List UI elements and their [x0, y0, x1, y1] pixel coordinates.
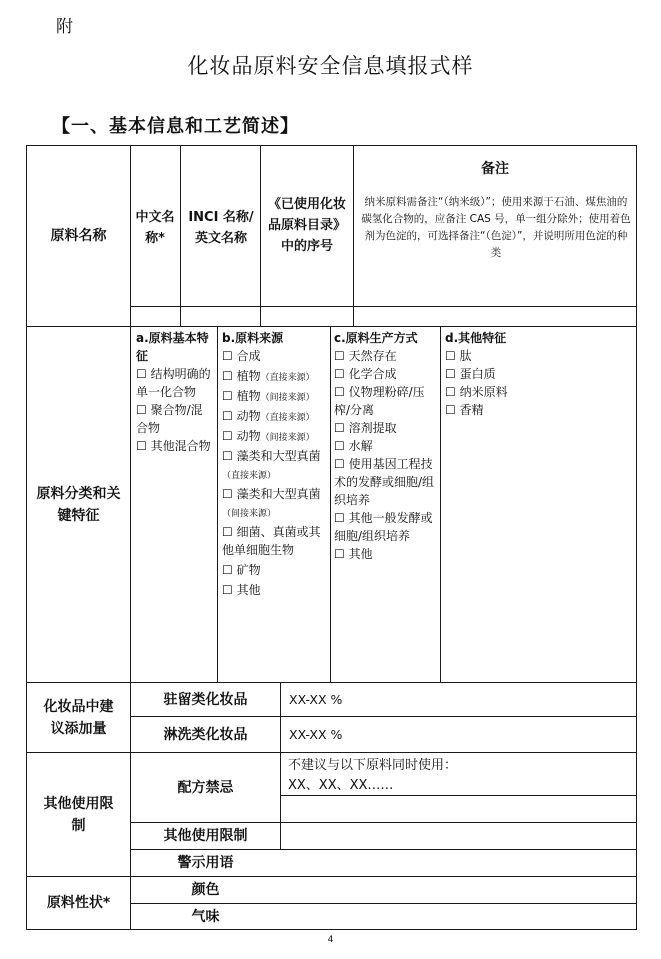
table-line	[217, 326, 218, 683]
checkbox-option[interactable]: ☐ 矿物	[222, 563, 261, 577]
table-border-right	[636, 145, 637, 930]
checkbox-option[interactable]: ☐ 合成	[222, 349, 261, 363]
checkbox-option[interactable]: ☐ 植物（间接来源）	[222, 389, 315, 403]
group-title: d.其他特征	[445, 331, 507, 345]
odor-label: 气味	[191, 908, 220, 925]
checkbox-option[interactable]: ☐ 香精	[445, 403, 484, 417]
checkbox-option[interactable]: ☐ 植物（直接来源）	[222, 369, 315, 383]
checkbox-option[interactable]: ☐ 使用基因工程技术的发酵或细胞/组织培养	[334, 457, 435, 507]
leave-on-value[interactable]: XX-XX %	[289, 692, 343, 707]
classification-label: 原料分类和关键特征	[36, 485, 121, 524]
table-border-bottom	[26, 929, 636, 930]
checkbox-option[interactable]: ☐ 仪物理粉碎/压榨/分离	[334, 385, 425, 417]
chinese-name-header: 中文名称*	[135, 209, 175, 246]
checkbox-option[interactable]: ☐ 其他	[334, 547, 373, 561]
group-title: b.原料来源	[222, 331, 284, 345]
checkbox-option[interactable]: ☐ 肽	[445, 349, 472, 363]
remarks-header: 备注	[481, 161, 509, 177]
checkbox-option[interactable]: ☐ 其他一般发酵或细胞/组织培养	[334, 511, 433, 543]
rinse-off-value[interactable]: XX-XX %	[289, 727, 343, 742]
group-basic-features	[136, 329, 213, 455]
checkbox-option[interactable]: ☐ 纳米原料	[445, 385, 508, 399]
annex-label: 附	[56, 17, 73, 37]
section-heading: 【一、基本信息和工艺简述】	[52, 116, 299, 137]
checkbox-option[interactable]: ☐ 结构明确的单一化合物	[136, 367, 211, 399]
raw-material-name-label: 原料名称	[50, 228, 107, 244]
formula-ban-label: 配方禁忌	[177, 779, 234, 796]
other-use-limits-label: 其他使用限制	[163, 828, 248, 844]
table-line	[260, 145, 261, 327]
table-line	[440, 326, 441, 683]
group-title: a.原料基本特征	[136, 331, 209, 363]
group-production-method	[334, 329, 437, 563]
checkbox-option[interactable]: ☐ 其他	[222, 583, 261, 597]
checkbox-option[interactable]: ☐ 化学合成	[334, 367, 397, 381]
checkbox-option[interactable]: ☐ 藻类和大型真菌（间接来源）	[222, 487, 321, 519]
checkbox-option[interactable]: ☐ 动物（直接来源）	[222, 409, 315, 423]
checkbox-option[interactable]: ☐ 水解	[334, 439, 373, 453]
group-other-features	[445, 329, 525, 419]
group-material-source	[222, 329, 326, 601]
group-title: c.原料生产方式	[334, 331, 418, 345]
leave-on-label: 驻留类化妆品	[163, 691, 248, 708]
inci-name-header: INCI 名称/英文名称	[188, 209, 254, 246]
color-label: 颜色	[191, 882, 220, 898]
checkbox-option[interactable]: ☐ 藻类和大型真菌（直接来源）	[222, 449, 321, 481]
catalog-sequence-header: 《已使用化妆品原料目录》中的序号	[267, 196, 346, 254]
checkbox-option[interactable]: ☐ 蛋白质	[445, 367, 496, 381]
page-title: 化妆品原料安全信息填报式样	[187, 54, 474, 78]
page-number: 4	[327, 935, 334, 945]
remarks-note: 纳米原料需备注“（纳米级）”；使用来源于石油、煤焦油的碳氢化合物的，应备注 CAS 号，单一组分除外；使用着色剂为色淀的，可选择备注“（色淀）”，并说明所用色淀的种类	[361, 196, 631, 259]
properties-label: 原料性状*	[46, 895, 111, 911]
table-line	[330, 326, 331, 683]
formula-ban-text[interactable]: 不建议与以下原料同时使用： XX、XX、XX……	[288, 758, 458, 793]
checkbox-option[interactable]: ☐ 细菌、真菌或其他单细胞生物	[222, 525, 321, 557]
dosage-label: 化妆品中建议添加量	[43, 698, 114, 737]
checkbox-option[interactable]: ☐ 其他混合物	[136, 439, 211, 453]
rinse-off-label: 淋洗类化妆品	[163, 726, 248, 743]
table-line	[130, 306, 636, 307]
checkbox-option[interactable]: ☐ 天然存在	[334, 349, 397, 363]
warning-label: 警示用语	[177, 855, 234, 871]
table-line	[180, 145, 181, 327]
other-limits-label: 其他使用限制	[43, 795, 114, 834]
checkbox-option[interactable]: ☐ 动物（间接来源）	[222, 429, 315, 443]
checkbox-option[interactable]: ☐ 聚合物/混合物	[136, 403, 203, 435]
checkbox-option[interactable]: ☐ 溶剂提取	[334, 421, 397, 435]
